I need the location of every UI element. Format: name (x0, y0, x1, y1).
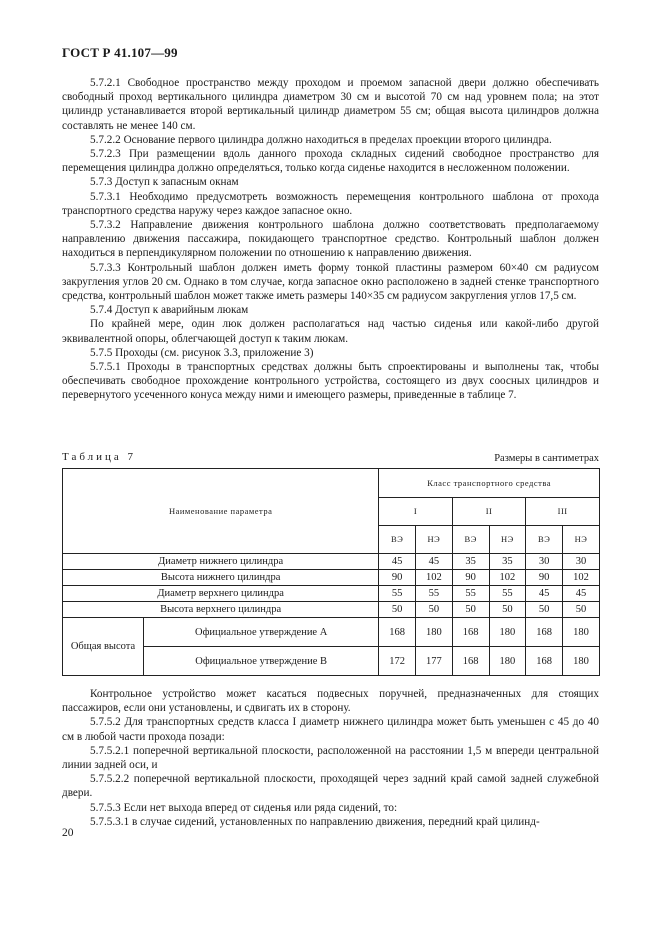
section-heading: 5.7.4 Доступ к аварийным люкам (90, 304, 249, 317)
table-row (63, 570, 600, 586)
subcol-cell: НЭ (416, 526, 453, 554)
table-units: Размеры в сантиметрах (494, 453, 599, 464)
class-header: Класс транспортного средства (379, 469, 600, 498)
subcol-cell: ВЭ (452, 526, 489, 554)
table-cell: 102 (563, 570, 600, 586)
table-cell: 55 (489, 586, 526, 602)
table-cell: 50 (563, 602, 600, 618)
class-cell: III (526, 498, 600, 526)
row-label: Высота нижнего цилиндра (63, 570, 379, 586)
table-cell: 180 (416, 618, 453, 647)
table-cell: 168 (526, 647, 563, 676)
paragraph: По крайней мере, один люк должен располагаться над частью сиденья или какой-либо другой эквивалентной опоры, облегчающей доступ к таким люкам. (62, 318, 599, 345)
table-cell: 180 (563, 618, 600, 647)
body-text-bottom (62, 687, 599, 829)
table-cell: 45 (416, 554, 453, 570)
table-cell: 45 (379, 554, 416, 570)
table-cell: 180 (489, 647, 526, 676)
table-cell: 45 (526, 586, 563, 602)
table-cell: 90 (379, 570, 416, 586)
row-label: Диаметр верхнего цилиндра (63, 586, 379, 602)
table-caption: Таблица 7 (62, 451, 137, 463)
paragraph: 5.7.3.1 Необходимо предусмотреть возможность перемещения контрольного шаблона от прохода транспортного средства наружу через каждое запасное окно. (62, 190, 599, 217)
table-cell: 168 (452, 647, 489, 676)
table-cell: 50 (526, 602, 563, 618)
table-cell: 168 (526, 618, 563, 647)
paragraph: 5.7.2.3 При размещении вдоль данного прохода складных сидений свободное пространство для перемещения цилиндра должно определяться, только когда сиденье находится в несложенном положении. (62, 148, 599, 175)
paragraph: 5.7.2.2 Основание первого цилиндра должно находиться в пределах проекции второго цилиндра. (90, 133, 552, 146)
paragraph: 5.7.5.1 Проходы в транспортных средствах должны быть спроектированы и выполнены так, чтобы обеспечивать свободное прохождение контрольного устройства, состоящего из двух соосных цилиндров и перевернутого усеченного конуса между ними и имеющего размеры, приведенные в таблице 7. (62, 361, 599, 402)
param-header: Наименование параметра (63, 469, 379, 554)
paragraph: 5.7.3.2 Направление движения контрольного шаблона должно соответствовать предполагаемому направлению движения пассажира, покидающего транспортное средство. Контрольный шаблон должен находиться в перпендикулярном положении по отношению к направлению движения. (62, 219, 599, 260)
table-cell: 90 (526, 570, 563, 586)
table-cell: 30 (526, 554, 563, 570)
paragraph: 5.7.5.3.1 в случае сидений, установленных по направлению движения, передний край цилинд- (90, 815, 540, 828)
table-cell: 102 (489, 570, 526, 586)
row-label: Диаметр нижнего цилиндра (63, 554, 379, 570)
paragraph: 5.7.5.2.1 поперечной вертикальной плоскости, расположенной на расстоянии 1,5 м впереди центральной линии задней оси, и (62, 744, 599, 772)
table-cell: 180 (563, 647, 600, 676)
section-heading: 5.7.5 Проходы (см. рисунок 3.3, приложение 3) (90, 346, 314, 359)
paragraph: 5.7.3.3 Контрольный шаблон должен иметь форму тонкой пластины размером 60×40 см радиусом закругления углов 20 см. Однако в том случае, когда запасное окно расположено в задней стенке транспортного средства, контрольный шаблон может также иметь размеры 140×35 см радиусом закругления углов 17,5 см. (62, 261, 599, 303)
table-cell: 180 (489, 618, 526, 647)
paragraph: Контрольное устройство может касаться подвесных поручней, предназначенных для стоящих пассажиров, если они установлены, и сдвигать их в сторону. (62, 688, 599, 715)
parameters-table (62, 468, 600, 676)
table-cell: 55 (379, 586, 416, 602)
table-cell: 168 (452, 618, 489, 647)
table-cell: 177 (416, 647, 453, 676)
paragraph: 5.7.5.3 Если нет выхода вперед от сиденья или ряда сидений, то: (90, 801, 398, 814)
table-cell: 50 (452, 602, 489, 618)
paragraph: 5.7.5.2 Для транспортных средств класса I диаметр нижнего цилиндра может быть уменьшен с 45 до 40 см в любой части прохода позади: (62, 716, 599, 743)
table-cell: 50 (416, 602, 453, 618)
table-cell: 90 (452, 570, 489, 586)
table-cell: 102 (416, 570, 453, 586)
document-header: ГОСТ Р 41.107—99 (62, 45, 178, 60)
total-height-label: Общая высота (63, 618, 144, 676)
table-cell: 168 (379, 618, 416, 647)
table-cell: 35 (452, 554, 489, 570)
table-cell: 50 (379, 602, 416, 618)
table-cell: 30 (563, 554, 600, 570)
subcol-cell: НЭ (489, 526, 526, 554)
subcol-cell: ВЭ (379, 526, 416, 554)
table-row (63, 647, 600, 676)
table-row (63, 586, 600, 602)
table-cell: 55 (416, 586, 453, 602)
class-cell: I (379, 498, 453, 526)
table-cell: 55 (452, 586, 489, 602)
table-row (63, 618, 600, 647)
table-cell: 45 (563, 586, 600, 602)
row-label: Официальное утверждение В (144, 647, 379, 676)
row-label: Официальное утверждение А (144, 618, 379, 647)
page-number: 20 (62, 827, 74, 839)
table-cell: 172 (379, 647, 416, 676)
table-cell: 35 (489, 554, 526, 570)
body-text-top (62, 76, 599, 403)
table-cell: 50 (489, 602, 526, 618)
section-heading: 5.7.3 Доступ к запасным окнам (90, 176, 239, 189)
row-label: Высота верхнего цилиндра (63, 602, 379, 618)
subcol-cell: ВЭ (526, 526, 563, 554)
table-row (63, 602, 600, 618)
table-row (63, 554, 600, 570)
paragraph: 5.7.5.2.2 поперечной вертикальной плоскости, проходящей через задний край самой задней служебной двери. (62, 773, 599, 800)
paragraph: 5.7.2.1 Свободное пространство между проходом и проемом запасной двери должно обеспечивать свободный проход вертикального цилиндра диаметром 30 см и высотой 70 см над уровнем пола; на этот цилиндр устанавливается второй вертикальный цилиндр диаметром 55 см; общая высота цилиндров должна составлять не менее 140 см. (62, 77, 599, 132)
subcol-cell: НЭ (563, 526, 600, 554)
class-cell: II (452, 498, 526, 526)
